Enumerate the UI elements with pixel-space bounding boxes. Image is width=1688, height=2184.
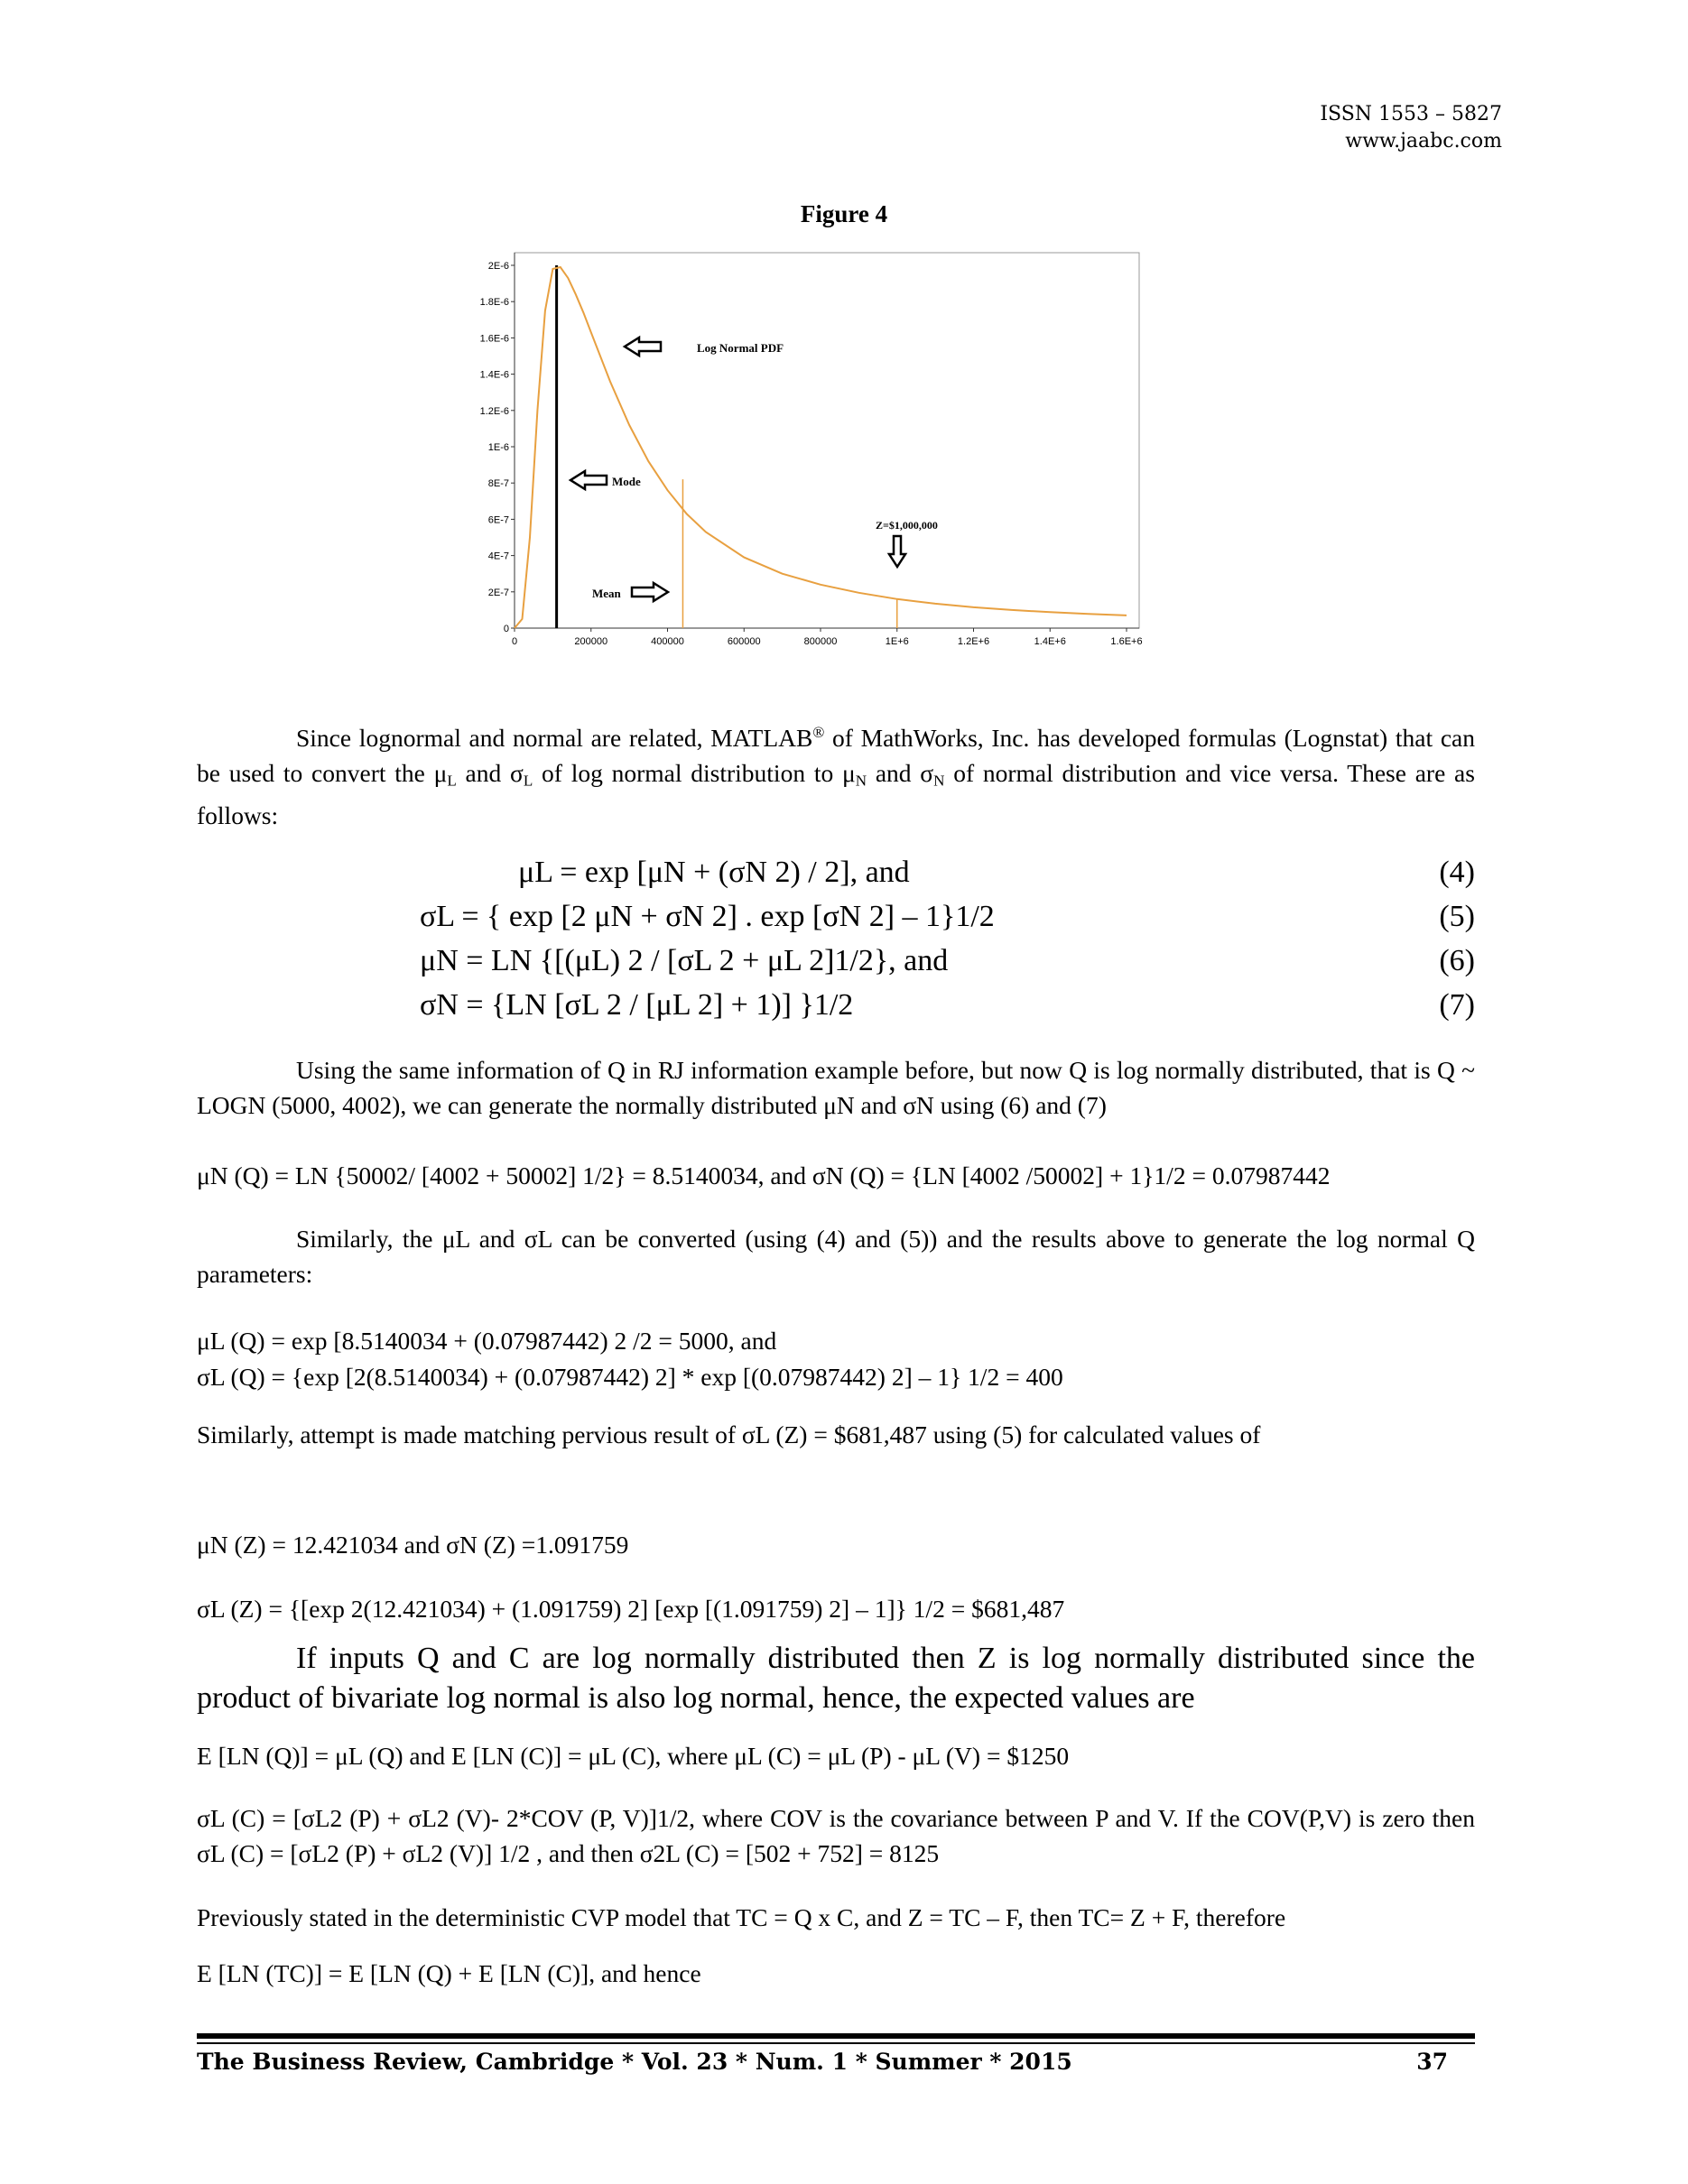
page-number: 37 [1416, 2049, 1448, 2075]
paragraph-cvp-model: Previously stated in the deterministic CVP model that TC = Q x C, and Z = TC – F, then TC= Z + F, therefore [197, 1903, 1286, 1931]
equation-mu-sigma-n-z: μN (Z) = 12.421034 and σN (Z) =1.091759 [197, 1531, 629, 1559]
annotation-label: Mean [592, 587, 621, 600]
x-tick-label: 1.2E+6 [957, 636, 990, 647]
y-tick-label: 1.8E-6 [479, 297, 509, 309]
equation-mu-l-q: μL (Q) = exp [8.5140034 + (0.07987442) 2 /2 = 5000, and [197, 1327, 777, 1355]
plot-frame [515, 253, 1139, 628]
equation-4-number: (4) [1439, 856, 1475, 889]
equation-6-text: μN = LN {[(μL) 2 / [σL 2 + μL 2]1/2}, and [420, 944, 949, 977]
equation-7-text: σN = {LN [σL 2 / [μL 2] + 1)] }1/2 [420, 988, 854, 1022]
equation-sigma-l-z: σL (Z) = {[exp 2(12.421034) + (1.091759) 2] [exp [(1.091759) 2] – 1]} 1/2 = $681,487 [197, 1595, 1065, 1623]
arrow-down-icon [889, 536, 905, 567]
equation-ln-tc: E [LN (TC)] = E [LN (Q) + E [LN (C)], and hence [197, 1959, 701, 1987]
y-tick-label: 4E-7 [487, 551, 509, 562]
arrow-right-icon [632, 583, 668, 601]
y-tick-label: 1.2E-6 [479, 405, 509, 417]
equation-mu-sigma-n-q: μN (Q) = LN {50002/ [4002 + 50002] 1/2} = 8.5140034, and σN (Q) = {LN [4002 /50002] + 1}1/2 = 0.07987442 [197, 1161, 1331, 1189]
arrow-left-icon [570, 471, 607, 489]
annotation-label: Mode [612, 475, 641, 488]
y-tick-label: 1E-6 [487, 442, 509, 453]
x-tick-label: 600000 [727, 636, 761, 647]
x-tick-label: 1.4E+6 [1034, 636, 1066, 647]
annotation-label: Log Normal PDF [697, 341, 784, 355]
y-tick-label: 6E-7 [487, 514, 509, 526]
footer-rule-thin [197, 2042, 1475, 2044]
equation-5-number: (5) [1439, 900, 1475, 933]
lognormal-chart [469, 247, 1151, 671]
y-tick-label: 2E-7 [487, 587, 509, 598]
y-tick-label: 1.6E-6 [479, 333, 509, 345]
equation-5 [197, 894, 1475, 939]
equation-5-text: σL = { exp [2 μN + σN 2] . exp [σN 2] – 1}1/2 [420, 900, 995, 933]
equation-4-text: μL = exp [μN + (σN 2) / 2], and [518, 856, 910, 889]
paragraph-covariance: σL (C) = [σL2 (P) + σL2 (V)- 2*COV (P, V)]1/2, where COV is the covariance between P and V. If the COV(P,V) is zero then σL (C) = [σL2 (P) + σL2 (V)] 1/2 , and then σ2L (C) = [502 + 752] = 8125 [197, 1804, 1475, 1867]
annotation-label: Z=$1,000,000 [876, 519, 938, 532]
journal-website: www.jaabc.com [1345, 130, 1502, 153]
paragraph-lognstat: Since lognormal and normal are related, MATLAB® of MathWorks, Inc. has developed formulas (Lognstat) that can be used to convert the $\mu_L$ and $\sigma_L$ of log normal distribution to $\mu_N$ and $\sigma_N$ of normal distribution and vice versa. These are as follows: [197, 723, 1475, 830]
x-tick-label: 1.6E+6 [1110, 636, 1143, 647]
figure-title: Figure 4 [800, 200, 888, 227]
equation-expected-values: E [LN (Q)] = μL (Q) and E [LN (C)] = μL (C), where μL (C) = μL (P) - μL (V) = $1250 [197, 1742, 1070, 1770]
lognormal-chart-svg [469, 247, 1151, 671]
issn-number: ISSN 1553 – 5827 [1320, 103, 1502, 125]
paragraph-matching-result: Similarly, attempt is made matching pervious result of σL (Z) = $681,487 using (5) for calculated values of [197, 1421, 1261, 1448]
equation-6 [197, 939, 1475, 983]
equation-block [197, 850, 1475, 1027]
x-tick-label: 800000 [803, 636, 838, 647]
y-tick-label: 0 [503, 624, 509, 634]
footer-rule-thick [197, 2033, 1475, 2039]
equation-4 [197, 850, 1475, 894]
paragraph-convert-back: Similarly, the μL and σL can be converted (using (4) and (5)) and the results above to generate the log normal Q parameters: [197, 1225, 1475, 1288]
footer-journal: The Business Review, Cambridge * Vol. 23 * Num. 1 * Summer * 2015 [197, 2049, 1072, 2075]
x-tick-label: 1E+6 [885, 636, 909, 647]
paragraph-logn-example: Using the same information of Q in RJ information example before, but now Q is log normally distributed, that is Q ~ LOGN (5000, 4002), we can generate the normally distributed μN and σN using (6) and (7) [197, 1056, 1475, 1119]
y-tick-label: 2E-6 [487, 261, 509, 272]
equation-6-number: (6) [1439, 944, 1475, 977]
issn-header [1320, 101, 1502, 155]
paragraph-bivariate: If inputs Q and C are log normally distributed then Z is log normally distributed since the product of bivariate log normal is also log normal, hence, the expected values are [197, 1642, 1475, 1715]
arrow-left-icon [625, 338, 661, 356]
equation-7 [197, 983, 1475, 1027]
lognormal-pdf-curve [515, 267, 1127, 628]
x-tick-label: 400000 [651, 636, 684, 647]
x-tick-label: 0 [511, 636, 518, 647]
equation-7-number: (7) [1439, 988, 1475, 1022]
equation-sigma-l-q: σL (Q) = {exp [2(8.5140034) + (0.07987442) 2] * exp [(0.07987442) 2] – 1} 1/2 = 400 [197, 1363, 1063, 1391]
y-tick-label: 1.4E-6 [479, 369, 509, 381]
y-tick-label: 8E-7 [487, 478, 509, 490]
x-tick-label: 200000 [574, 636, 608, 647]
